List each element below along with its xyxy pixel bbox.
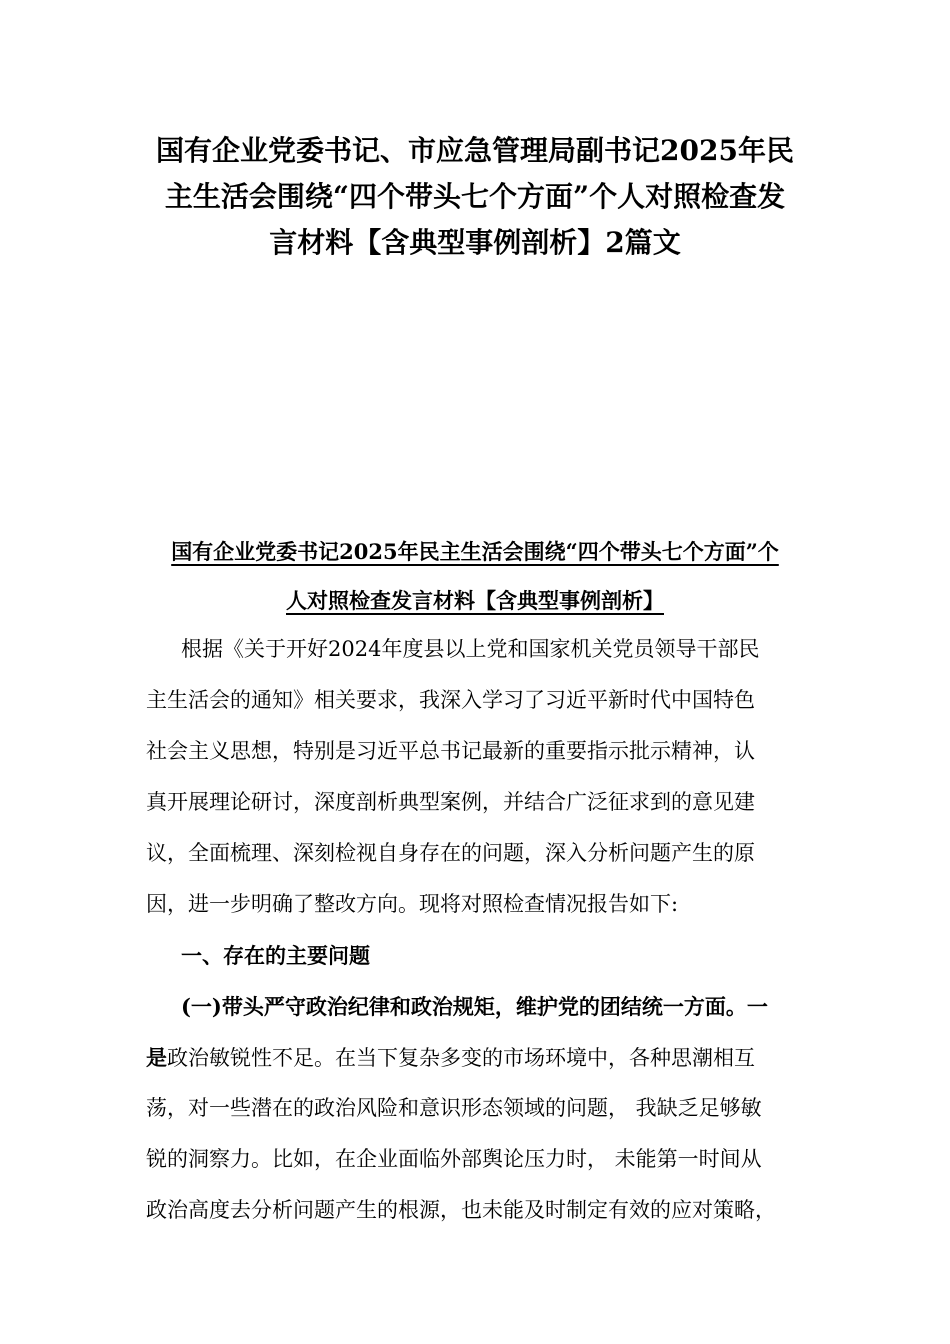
paragraph-line-text: 政治敏锐性不足。在当下复杂多变的市场环境中，各种思潮相互	[167, 1046, 755, 1070]
body-text	[146, 624, 846, 1236]
title-line: 国有企业党委书记、市应急管理局副书记2025年民	[156, 134, 794, 167]
title-line: 言材料【含典型事例剖析】2篇文	[269, 226, 681, 259]
paragraph-line: 主生活会的通知》相关要求，我深入学习了习近平新时代中国特色	[146, 688, 755, 712]
title-line: 主生活会围绕“四个带头七个方面”个人对照检查发	[164, 180, 786, 213]
paragraph-line: 议，全面梳理、深刻检视自身存在的问题，深入分析问题产生的原	[146, 841, 755, 865]
section-title-line: 国有企业党委书记2025年民主生活会围绕“四个带头七个方面”个	[171, 539, 779, 564]
paragraph-line: 锐的洞察力。比如，在企业面临外部舆论压力时， 未能第一时间从	[146, 1147, 762, 1171]
paragraph-line: 根据《关于开好2024年度县以上党和国家机关党员领导干部民	[181, 637, 760, 661]
paragraph-line	[146, 1032, 846, 1083]
paragraph-line: 真开展理论研讨，深度剖析典型案例，并结合广泛征求到的意见建	[146, 790, 755, 814]
paragraph-line: 政治高度去分析问题产生的根源，也未能及时制定有效的应对策略，	[146, 1198, 776, 1222]
paragraph-line: 社会主义思想，特别是习近平总书记最新的重要指示批示精神，认	[146, 739, 755, 763]
subheading-political-discipline: (一)带头严守政治纪律和政治规矩，维护党的团结统一方面。一	[181, 994, 768, 1019]
section-title	[130, 527, 820, 625]
bold-lead-char: 是	[146, 1045, 167, 1070]
section-title-line: 人对照检查发言材料【含典型事例剖析】	[286, 588, 664, 613]
heading-existing-problems: 一、存在的主要问题	[181, 943, 370, 968]
paragraph-line: 因，进一步明确了整改方向。现将对照检查情况报告如下:	[146, 892, 679, 916]
paragraph-line: 荡，对一些潜在的政治风险和意识形态领域的问题， 我缺乏足够敏	[146, 1096, 762, 1120]
document-title	[130, 128, 820, 266]
